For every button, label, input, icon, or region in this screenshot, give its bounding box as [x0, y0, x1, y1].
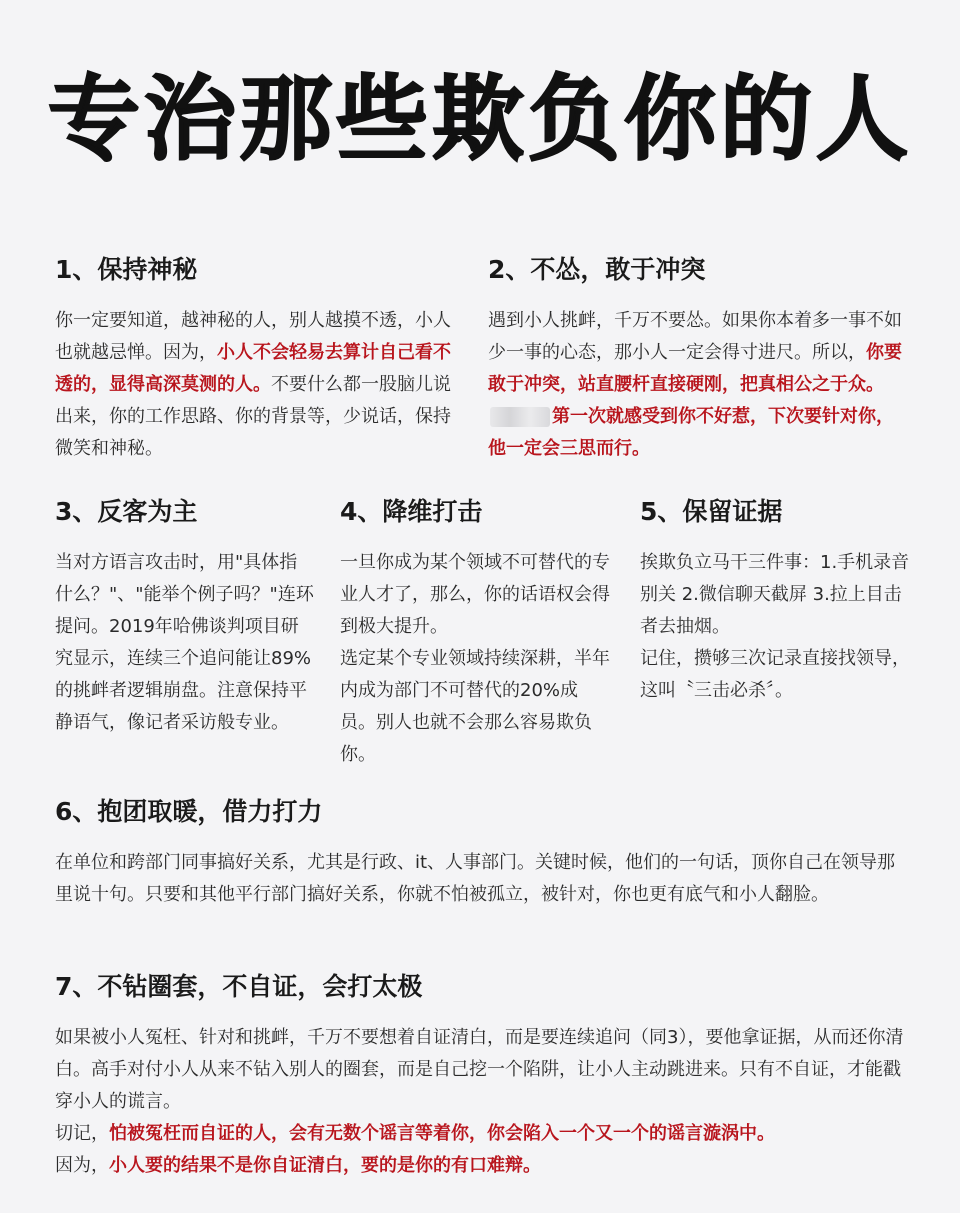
section-heading: 4、降维打击 [340, 497, 483, 526]
body-paragraph: 一旦你成为某个领域不可替代的专业人才了，那么，你的话语权会得到极大提升。 [340, 552, 610, 637]
body-text: 因为， [55, 1155, 109, 1176]
body-paragraph: 选定某个专业领域持续深耕，半年内成为部门不可替代的20%成员。别人也就不会那么容易欺负你。 [340, 648, 610, 765]
body-text: 遇到小人挑衅，千万不要怂。如果你本着多一事不如少一事的心态，那小人一定会得寸进尺。所以， [488, 310, 902, 363]
section-1 [55, 255, 455, 465]
section-heading: 5、保留证据 [640, 497, 783, 526]
section-5 [640, 497, 910, 707]
body-text: 不要什么都一股脑儿说出来，你的工作思路、你的背景等，少说话，保持微笑和神秘。 [55, 374, 451, 459]
section-2 [488, 255, 908, 465]
body-paragraph: 如果被小人冤枉、针对和挑衅，千万不要想着自证清白，而是要连续追问（同3），要他拿证据，从而还你清白。高手对付小人从来不钻入别人的圈套，而是自己挖一个陷阱，让小人主动跳进来。只有不自证，才能戳穿小人的谎言。 [55, 1027, 904, 1112]
highlight-text: 你要敢于冲突，站直腰杆直接硬刚，把真相公之于众。 [488, 342, 902, 395]
body-text: 你一定要知道，越神秘的人，别人越摸不透，小人也就越忌惮。因为， [55, 310, 451, 363]
highlight-text: 小人要的结果不是你自证清白，要的是你的有口难辩。 [109, 1155, 541, 1176]
section-body: 在单位和跨部门同事搞好关系，尤其是行政、it、人事部门。关键时候，他们的一句话，顶你自己在领导那里说十句。只要和其他平行部门搞好关系，你就不怕被孤立，被针对，你也更有底气和小人翻脸。 [55, 852, 896, 905]
section-6 [55, 797, 905, 911]
section-body [55, 1022, 915, 1182]
section-body [340, 547, 610, 771]
section-heading: 1、保持神秘 [55, 255, 198, 284]
body-paragraph [55, 1150, 915, 1182]
section-body [488, 305, 908, 465]
section-heading: 7、不钻圈套，不自证，会打太极 [55, 972, 423, 1001]
highlight-text: 怕被冤枉而自证的人，会有无数个谣言等着你，你会陷入一个又一个的谣言漩涡中。 [109, 1123, 775, 1144]
section-heading: 6、抱团取暖，借力打力 [55, 797, 323, 826]
body-text: 切记， [55, 1123, 109, 1144]
page-title: 专治那些欺负你的人 [47, 66, 912, 173]
section-body [640, 547, 910, 707]
section-3 [55, 497, 315, 739]
section-body: 当对方语言攻击时，用"具体指什么？"、"能举个例子吗？"连环提问。2019年哈佛谈判项目研究显示，连续三个追问能让89%的挑衅者逻辑崩盘。注意保持平静语气，像记者采访般专业。 [55, 552, 314, 733]
section-heading: 2、不怂，敢于冲突 [488, 255, 706, 284]
section-7 [55, 972, 915, 1182]
body-paragraph: 记住，攒够三次记录直接找领导，这叫〝三击必杀〞。 [640, 648, 910, 701]
highlight-text: 第一次就感受到你不好惹，下次要针对你，他一定会三思而行。 [488, 406, 894, 459]
body-paragraph: 挨欺负立马干三件事：1.手机录音别关 2.微信聊天截屏 3.拉上目击者去抽烟。 [640, 552, 910, 637]
section-4 [340, 497, 610, 771]
section-heading: 3、反客为主 [55, 497, 198, 526]
body-paragraph [55, 1118, 915, 1150]
highlight-text: 小人不会轻易去算计自己看不透的，显得高深莫测的人。 [55, 342, 451, 395]
section-body [55, 305, 455, 465]
redaction-mark [490, 407, 550, 427]
